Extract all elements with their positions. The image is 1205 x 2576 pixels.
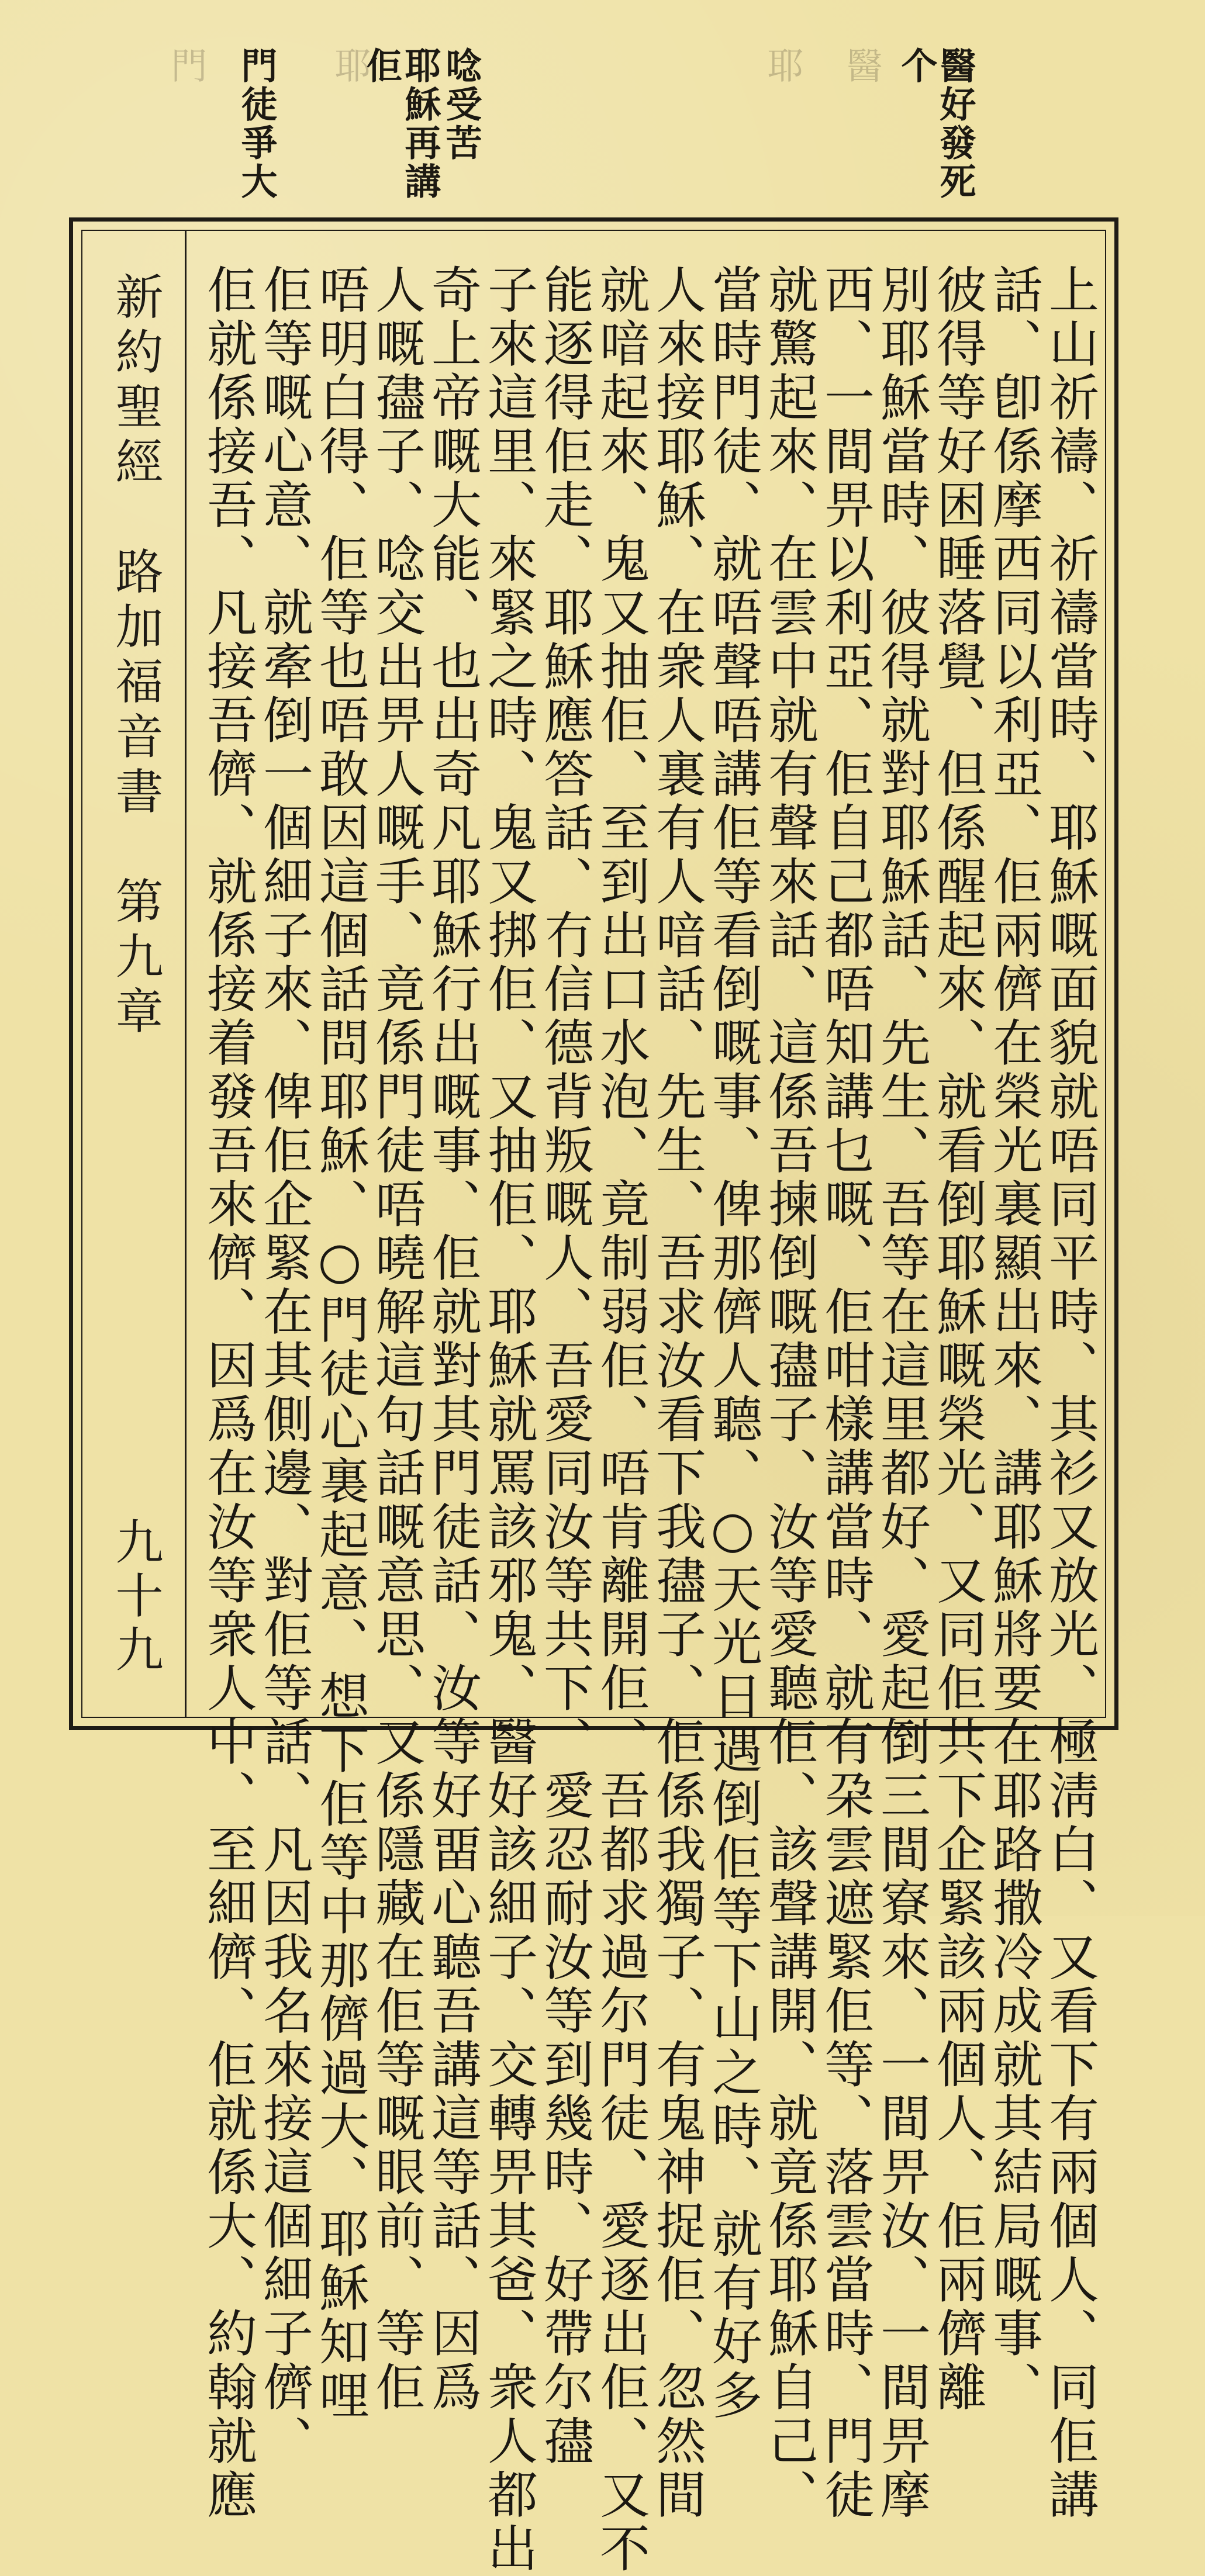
margin-note-faint: 門: [165, 47, 208, 85]
margin-note-faint: 醫: [840, 47, 883, 85]
margin-note: 唸受苦: [440, 47, 482, 162]
text-column: 人來接耶穌、在衆人裏有人喑話、先生、吾求汝看下我孻子、佢係我獨子、有鬼神捉佢、忽然間: [647, 264, 706, 2522]
margin-note-faint: 耶: [761, 47, 804, 85]
margin-note: 門徒爭大: [235, 47, 278, 201]
text-frame: [69, 217, 1118, 2576]
margin-note: 耶穌再講佢: [360, 47, 441, 201]
text-column: 就驚起來、在雲中就有聲來話、這係吾揀倒嘅孻子、汝等愛聽佢、該聲講開、就竟係耶穌自己、: [759, 264, 818, 2522]
page-number: 九十九: [108, 1517, 163, 1678]
text-frame-inner: [81, 230, 1106, 2576]
text-column: 唔明白得、佢等也唔敢因這個話問耶穌、○門徒心裏起意、想下佢等中那儕過大、耶穌知哩: [310, 264, 369, 2423]
text-column: 彼得等好困睡落覺、但係醒起來、就看倒耶穌嘅榮光、又同佢共下企緊該兩個人、佢兩儕離: [928, 264, 986, 2415]
text-column: 能逐得佢走、耶穌應答話、冇信德背叛嘅人、吾愛同汝等共下、愛忍耐汝等到幾時、好帶尔孻: [535, 264, 593, 2468]
text-column: 西、一間畀以利亞、佢自己都唔知講乜嘅、佢咁樣講當時、就有朶雲遮緊佢等、落雲當時、門徒: [816, 264, 874, 2522]
running-head-title: 新約聖經 路加福音書 第九章: [108, 272, 163, 1041]
marginal-headings: [0, 23, 1205, 210]
text-column: 當時門徒、就唔聲唔講佢等看倒嘅事、俾那儕人聽、○天光日遇倒佢等下山之時、就有好多: [703, 264, 762, 2423]
text-column: 別耶穌當時、彼得就對耶穌話、先生、吾等在這里都好、愛起倒三間寮來、一間畀汝、一間畀摩: [872, 264, 930, 2522]
text-column: 佢就係接吾、凡接吾儕、就係接着發吾來儕、因爲在汝等衆人中、至細儕、佢就係大、約翰就應: [198, 264, 257, 2522]
text-column: 奇上帝嘅大能、也出奇凡耶穌行出嘅事、佢就對其門徒話、汝等好畱心聽吾講這等話、因爲: [423, 264, 481, 2415]
margin-note: 醫好發死个: [895, 47, 976, 201]
text-column: 佢等嘅心意、就牽倒一個細子來、俾佢企緊在其側邊、對佢等話、凡因我名來接這個細子儕、: [254, 264, 313, 2468]
text-column: 人嘅孻子、唸交出畀人嘅手、竟係門徒唔曉解這句話嘅意思、又係隱藏在佢等嘅眼前、等佢: [367, 264, 425, 2415]
text-column: 子來這里、來緊之時、鬼又挷佢、又抽佢、耶穌就罵該邪鬼、醫好該細子、交轉畀其爸、衆人都出: [479, 264, 537, 2576]
margin-note-faint: 耶: [329, 47, 371, 85]
text-column: 上山祈禱、祈禱當時、耶穌嘅面貌就唔同平時、其衫又放光、極淸白、又看下有兩個人、同佢講: [1040, 264, 1099, 2522]
running-head: [82, 231, 187, 1717]
text-column: 話、卽係摩西同以利亞、佢兩儕在榮光裏顯出來、講耶穌將要在耶路撒冷成就其結局嘅事、: [984, 264, 1042, 2415]
text-column: 就喑起來、鬼又抽佢、至到出口水泡、竟制弱佢、唔肯離開佢、吾都求過尔門徒、愛逐出佢、又不: [591, 264, 650, 2576]
